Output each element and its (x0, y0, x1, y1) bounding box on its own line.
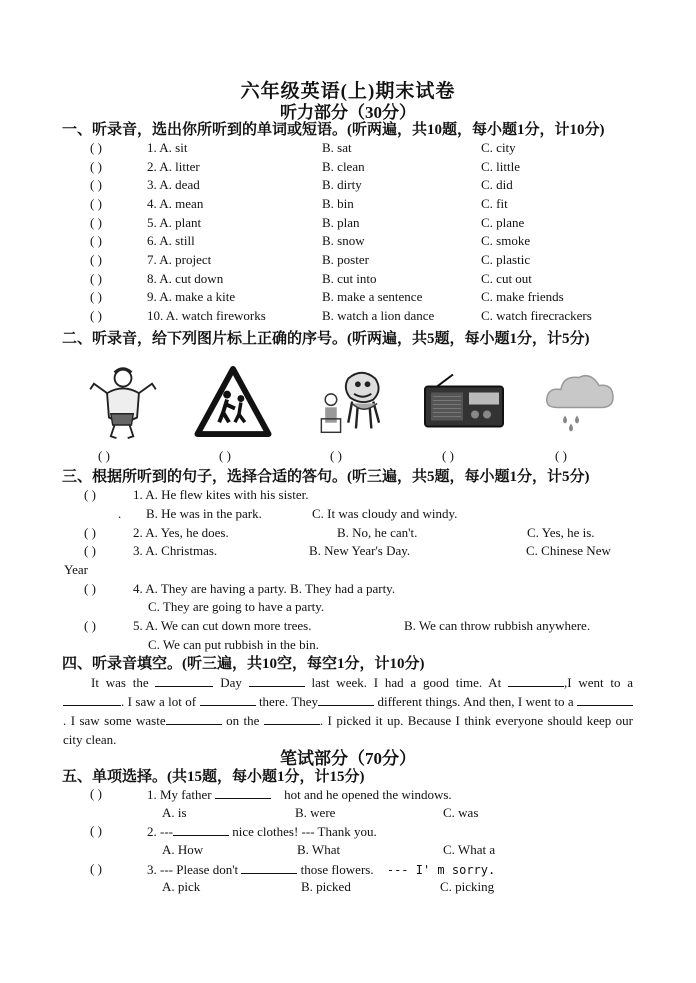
radio-picture (423, 365, 505, 440)
s2-picture-2-answer-paren[interactable]: ( ) (219, 448, 231, 463)
s3-q1-option-a: 1. A. He flew kites with his sister. (133, 487, 309, 502)
s1-q7-answer-paren[interactable]: ( ) (90, 252, 102, 267)
passage-text: . I saw some waste (63, 713, 166, 728)
s5-q1-option-a: A. is (162, 805, 187, 820)
s1-q5-option-b: B. plan (322, 215, 360, 230)
s3-q1-dot: . (118, 506, 122, 521)
s5-q3-paren[interactable]: ( ) (90, 861, 102, 876)
writing-part-header: 笔试部分（70分） (280, 749, 416, 768)
s1-q2-option-c: C. little (481, 159, 520, 174)
s3-q1-option-b: B. He was in the park. (146, 506, 262, 521)
passage-text: there. They (258, 694, 319, 709)
s1-q2-answer-paren[interactable]: ( ) (90, 159, 102, 174)
s1-q2-option-b: B. clean (322, 159, 365, 174)
s5-q1-stem (147, 786, 452, 803)
passage-text: went to a (525, 694, 574, 709)
s1-q5-option-a: 5. A. plant (147, 215, 202, 230)
passage-text: Day (220, 675, 242, 690)
s1-q3-answer-paren[interactable]: ( ) (90, 177, 102, 192)
stem-text: hot and he opened the windows. (284, 787, 452, 802)
s1-q1-option-c: C. city (481, 140, 516, 155)
section4-passage (63, 673, 633, 749)
s1-q10-option-a: 10. A. watch fireworks (147, 308, 266, 323)
s1-q5-answer-paren[interactable]: ( ) (90, 215, 102, 230)
s5-q2-option-b: B. What (297, 842, 341, 857)
s3-q4-option-c: C. They are going to have a party. (148, 599, 325, 614)
section3-heading: 三、根据所听到的句子，选择合适的答句。(听三遍，共5题，每小题1分，计5分) (62, 469, 590, 485)
s1-q8-answer-paren[interactable]: ( ) (90, 271, 102, 286)
passage-text: on the (226, 713, 260, 728)
fill-blank[interactable] (249, 674, 305, 687)
s1-q1-answer-paren[interactable]: ( ) (90, 140, 102, 155)
fill-blank[interactable] (215, 786, 271, 799)
s1-q9-option-c: C. make friends (481, 289, 564, 304)
s5-q3-option-c: C. picking (440, 879, 495, 894)
s1-q2-option-a: 2. A. litter (147, 159, 200, 174)
s3-q1-paren[interactable]: ( ) (84, 487, 96, 502)
s2-picture-5-answer-paren[interactable]: ( ) (555, 448, 567, 463)
passage-text: . I picked it up. Because I think (319, 713, 492, 728)
s1-q1-option-a: 1. A. sit (147, 140, 188, 155)
fill-blank[interactable] (241, 861, 297, 874)
s1-q9-option-b: B. make a sentence (322, 289, 423, 304)
s3-q5-option-a: 5. A. We can cut down more trees. (133, 618, 312, 633)
s1-q3-option-c: C. did (481, 177, 513, 192)
s3-q3-option-c: C. Chinese New (526, 543, 611, 558)
s1-q6-answer-paren[interactable]: ( ) (90, 233, 102, 248)
passage-text: . I saw a lot of (121, 694, 197, 709)
s1-q1-option-b: B. sat (322, 140, 352, 155)
s1-q10-option-b: B. watch a lion dance (322, 308, 435, 323)
s1-q7-option-c: C. plastic (481, 252, 531, 267)
s3-q3-paren[interactable]: ( ) (84, 543, 96, 558)
s5-q3-option-a: A. pick (162, 879, 201, 894)
s1-q7-option-a: 7. A. project (147, 252, 212, 267)
stem-text: 3. --- Please don't (147, 862, 239, 877)
fill-blank[interactable] (508, 674, 564, 687)
fill-blank[interactable] (166, 712, 222, 725)
s3-q5-option-c: C. We can put rubbish in the bin. (148, 637, 319, 652)
listening-part-header: 听力部分（30分） (280, 103, 416, 122)
passage-text: It was the (91, 675, 149, 690)
section2-heading: 二、听录音，给下列图片标上正确的序号。(听两遍，共5题，每小题1分，计5分) (62, 331, 590, 347)
s1-q4-option-a: 4. A. mean (147, 196, 204, 211)
s3-q3-option-b: B. New Year's Day. (309, 543, 411, 558)
s2-picture-4-answer-paren[interactable]: ( ) (442, 448, 454, 463)
section5-heading: 五、单项选择。(共15题，每小题1分，计15分) (62, 769, 365, 785)
s3-q5-option-b: B. We can throw rubbish anywhere. (404, 618, 591, 633)
s1-q8-option-c: C. cut out (481, 271, 532, 286)
s3-q2-option-b: B. No, he can't. (337, 525, 418, 540)
s1-q6-option-b: B. snow (322, 233, 365, 248)
s5-q2-paren[interactable]: ( ) (90, 823, 102, 838)
s5-q2-option-c: C. What a (443, 842, 496, 857)
stem-text: nice clothes! --- Thank you. (232, 824, 377, 839)
s1-q7-option-b: B. poster (322, 252, 369, 267)
fill-blank[interactable] (577, 693, 633, 706)
s3-q3-option-a: 3. A. Christmas. (133, 543, 218, 558)
s1-q4-answer-paren[interactable]: ( ) (90, 196, 102, 211)
exam-title: 六年级英语(上)期末试卷 (240, 81, 456, 102)
s1-q6-option-c: C. smoke (481, 233, 531, 248)
s2-picture-3-answer-paren[interactable]: ( ) (330, 448, 342, 463)
s1-q4-option-c: C. fit (481, 196, 508, 211)
section4-heading: 四、听录音填空。(听三遍，共10空，每空1分，计10分) (62, 656, 425, 672)
section1-heading: 一、听录音，选出你所听到的单词或短语。(听两遍，共10题，每小题1分，计10分) (62, 122, 605, 138)
s3-q1-option-c: C. It was cloudy and windy. (312, 506, 458, 521)
passage-text: last week. I had a good time. At (311, 675, 502, 690)
s1-q9-option-a: 9. A. make a kite (147, 289, 236, 304)
children-crossing-sign-picture (193, 365, 273, 440)
fill-blank[interactable] (63, 693, 121, 706)
fill-blank[interactable] (155, 674, 213, 687)
s3-q2-option-c: C. Yes, he is. (527, 525, 595, 540)
s3-q4-paren[interactable]: ( ) (84, 581, 96, 596)
s5-q1-option-b: B. were (295, 805, 336, 820)
fill-blank[interactable] (173, 823, 229, 836)
s1-q4-option-b: B. bin (322, 196, 354, 211)
fill-blank[interactable] (318, 693, 374, 706)
passage-text: everyone should keep our city clean. (63, 713, 634, 747)
swimmer-picture (86, 365, 160, 440)
stem-text: 1. My father (147, 787, 212, 802)
passage-text: different things. And then, I (377, 694, 523, 709)
s1-q9-answer-paren[interactable]: ( ) (90, 289, 102, 304)
fill-blank[interactable] (264, 712, 320, 725)
s3-q3-option-c-cont: Year (64, 562, 88, 577)
stem-text: --- I' m sorry. (386, 863, 496, 877)
s1-q6-option-a: 6. A. still (147, 233, 195, 248)
stem-text: 2. --- (147, 824, 173, 839)
s1-q10-option-c: C. watch firecrackers (481, 308, 592, 323)
s5-q3-option-b: B. picked (301, 879, 351, 894)
s1-q3-option-b: B. dirty (322, 177, 362, 192)
s5-q2-stem (147, 823, 377, 840)
s3-q2-option-a: 2. A. Yes, he does. (133, 525, 229, 540)
s5-q2-option-a: A. How (162, 842, 204, 857)
s2-picture-1-answer-paren[interactable]: ( ) (98, 448, 110, 463)
s5-q3-stem (147, 861, 495, 878)
s5-q1-option-c: C. was (443, 805, 479, 820)
rain-cloud-picture (543, 365, 617, 440)
stem-text: those flowers. (300, 862, 374, 877)
s1-q3-option-a: 3. A. dead (147, 177, 200, 192)
s1-q10-answer-paren[interactable]: ( ) (90, 308, 102, 323)
s5-q1-paren[interactable]: ( ) (90, 786, 102, 801)
s1-q8-option-b: B. cut into (322, 271, 377, 286)
fill-blank[interactable] (200, 693, 256, 706)
lion-dance-picture (318, 365, 392, 440)
s3-q2-paren[interactable]: ( ) (84, 525, 96, 540)
s3-q5-paren[interactable]: ( ) (84, 618, 96, 633)
s1-q8-option-a: 8. A. cut down (147, 271, 224, 286)
s3-q4-options-ab: 4. A. They are having a party. B. They had a party. (133, 581, 396, 596)
s1-q5-option-c: C. plane (481, 215, 525, 230)
passage-text: ,I went to a (563, 675, 634, 690)
